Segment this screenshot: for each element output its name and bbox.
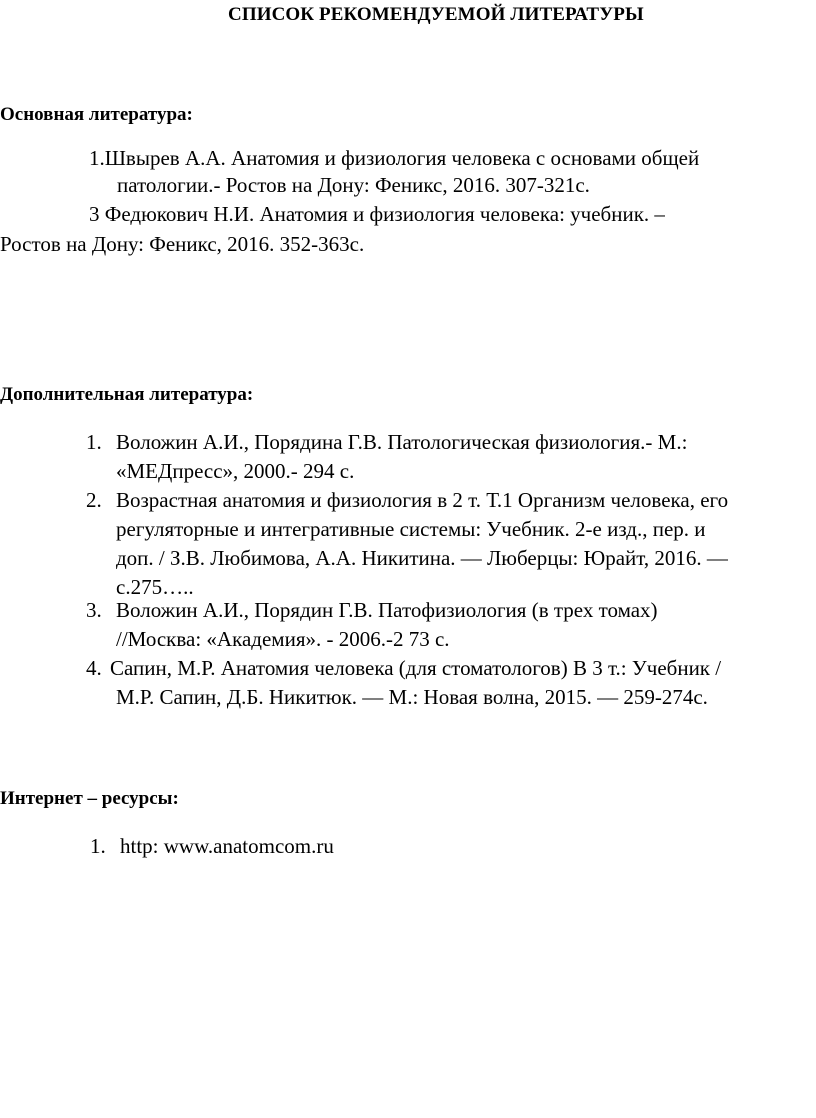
additional-item-line: М.Р. Сапин, Д.Б. Никитюк. — М.: Новая волна, 2015. — 259-274с. xyxy=(116,685,708,709)
additional-item-line: Воложин А.И., Порядин Г.В. Патофизиология (в трех томах) xyxy=(116,598,658,622)
page-title: СПИСОК РЕКОМЕНДУЕМОЙ ЛИТЕРАТУРЫ xyxy=(228,4,644,25)
additional-item-number: 3. xyxy=(86,598,102,622)
additional-item-line: доп. / З.В. Любимова, А.А. Никитина. — Люберцы: Юрайт, 2016. — xyxy=(116,546,728,570)
main-literature-line: Ростов на Дону: Феникс, 2016. 352-363с. xyxy=(0,232,365,256)
additional-item-number: 1. xyxy=(86,430,102,454)
main-literature-line: патологии.- Ростов на Дону: Феникс, 2016. 307-321с. xyxy=(117,173,590,197)
additional-item-line: Возрастная анатомия и физиология в 2 т. Т.1 Организм человека, его xyxy=(116,488,729,512)
main-literature-line: 3 Федюкович Н.И. Анатомия и физиология человека: учебник. – xyxy=(89,202,665,226)
additional-item-line: Воложин А.И., Порядина Г.В. Патологическая физиология.- М.: xyxy=(116,430,688,454)
additional-item-line: «МЕДпресс», 2000.- 294 с. xyxy=(116,459,355,483)
additional-item-line: //Москва: «Академия». - 2006.-2 73 с. xyxy=(116,627,450,651)
internet-resources-heading: Интернет – ресурсы: xyxy=(0,788,179,809)
additional-item-line: регуляторные и интегративные системы: Учебник. 2-е изд., пер. и xyxy=(116,517,706,541)
internet-resource-link: http: www.anatomcom.ru xyxy=(120,834,334,858)
additional-literature-heading: Дополнительная литература: xyxy=(0,384,254,405)
main-literature-heading: Основная литература: xyxy=(0,104,193,125)
main-literature-line: 1.Швырев А.А. Анатомия и физиология человека с основами общей xyxy=(89,146,700,170)
internet-item-number: 1. xyxy=(90,834,106,858)
additional-item-number: 4. xyxy=(86,656,102,680)
additional-item-line: Сапин, М.Р. Анатомия человека (для стоматологов) В 3 т.: Учебник / xyxy=(110,656,722,680)
additional-item-number: 2. xyxy=(86,488,102,512)
additional-item-line: с.275….. xyxy=(116,575,194,599)
